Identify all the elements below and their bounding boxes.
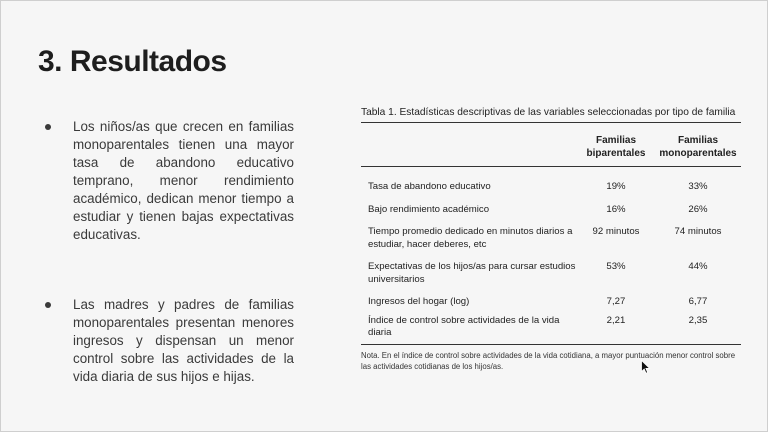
row-variable: Tiempo promedio dedicado en minutos diarios a estudiar, hacer deberes, etc bbox=[368, 226, 573, 250]
row-value-biparentales: 19% bbox=[606, 181, 626, 192]
slide-title: 3. Resultados bbox=[38, 45, 227, 78]
statistics-table-block bbox=[361, 107, 741, 372]
bullet-text: Las madres y padres de familias monoparentales presentan menores ingresos y dispensan un menor control sobre las actividades de la vida diaria de sus hijos e hijas. bbox=[73, 297, 294, 384]
bullet-item bbox=[41, 296, 294, 386]
bullet-dot-icon bbox=[45, 124, 51, 130]
bullet-text: Los niños/as que crecen en familias monoparentales tienen una mayor tasa de abandono educativo temprano, menor rendimiento académico, dedican menor tiempo a estudiar y tienen bajas expectativas educativas. bbox=[73, 119, 294, 242]
table-header-row bbox=[361, 123, 741, 167]
table-row bbox=[361, 289, 741, 312]
table-row bbox=[361, 219, 741, 254]
table-row bbox=[361, 167, 741, 197]
table-row bbox=[361, 312, 741, 345]
row-value-monoparentales: 44% bbox=[688, 261, 708, 272]
row-value-monoparentales: 33% bbox=[688, 181, 708, 192]
row-variable: Índice de control sobre actividades de la vida diaria bbox=[361, 312, 577, 345]
table-row bbox=[361, 254, 741, 289]
row-variable: Tasa de abandono educativo bbox=[368, 181, 491, 192]
row-variable: Expectativas de los hijos/as para cursar estudios universitarios bbox=[368, 261, 576, 285]
row-value-biparentales: 16% bbox=[606, 203, 626, 215]
table-note: Nota. En el índice de control sobre actividades de la vida cotidiana, a mayor puntuación menor control sobre las actividades cotidianas de los hijos/as. bbox=[361, 350, 736, 371]
statistics-table bbox=[361, 123, 741, 345]
row-value-biparentales: 2,21 bbox=[577, 312, 655, 345]
bullet-item bbox=[41, 118, 294, 244]
bullet-dot-icon bbox=[45, 302, 51, 308]
row-value-biparentales: 92 minutos bbox=[592, 226, 640, 237]
row-value-biparentales: 7,27 bbox=[606, 296, 626, 307]
row-variable: Ingresos del hogar (log) bbox=[368, 296, 470, 307]
row-value-biparentales: 53% bbox=[606, 261, 626, 272]
row-value-monoparentales: 6,77 bbox=[688, 296, 708, 307]
row-value-monoparentales: 2,35 bbox=[655, 312, 741, 345]
header-variable bbox=[361, 123, 577, 167]
mouse-pointer-icon bbox=[641, 360, 651, 374]
table-row bbox=[361, 197, 741, 220]
table-caption: Tabla 1. Estadísticas descriptivas de las variables seleccionadas por tipo de familia bbox=[361, 107, 741, 123]
row-variable: Bajo rendimiento académico bbox=[368, 203, 490, 215]
bullet-list bbox=[41, 118, 294, 386]
row-value-monoparentales: 26% bbox=[688, 203, 708, 215]
header-monoparentales: Familias monoparentales bbox=[655, 123, 741, 167]
header-biparentales: Familias biparentales bbox=[577, 123, 655, 167]
row-value-monoparentales: 74 minutos bbox=[674, 226, 722, 237]
